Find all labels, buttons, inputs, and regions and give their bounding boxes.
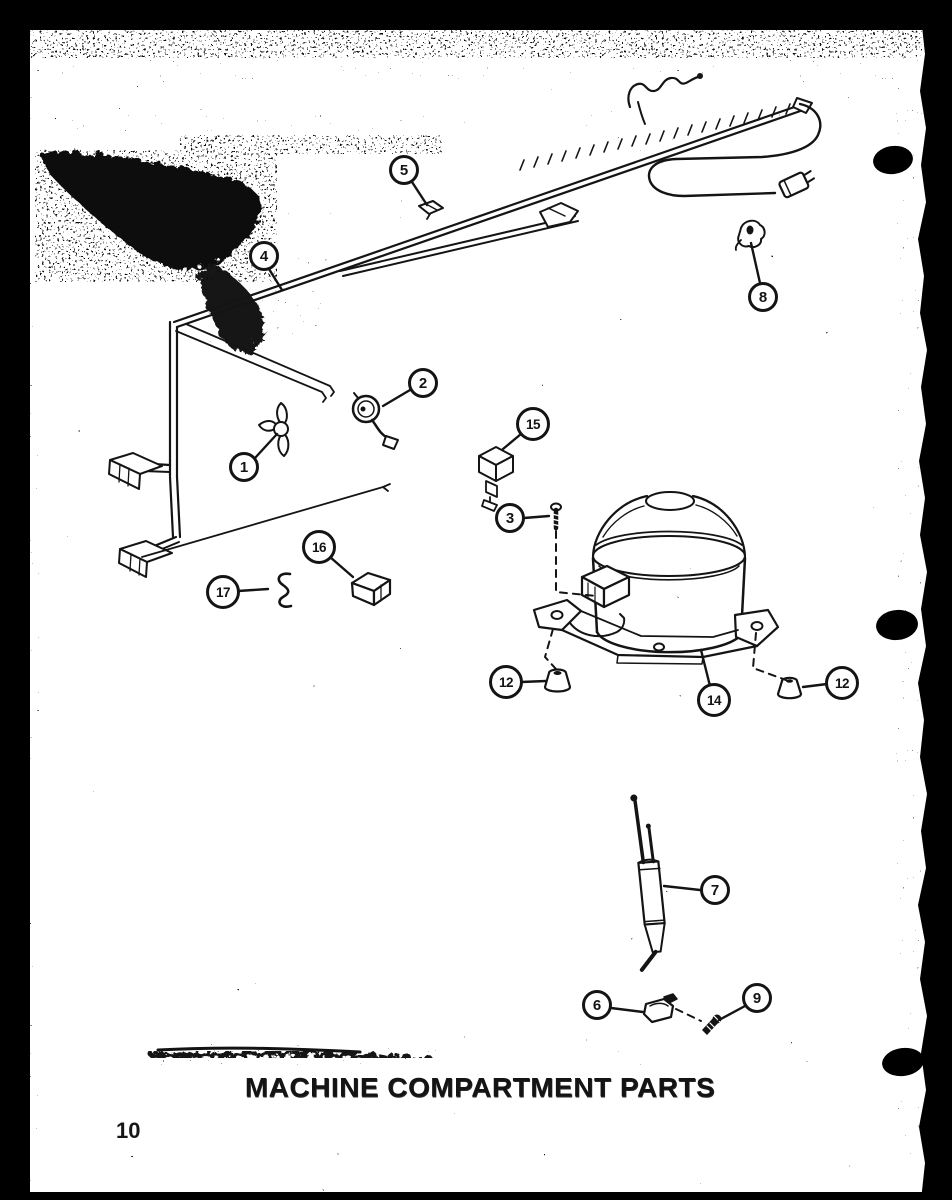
border-left	[0, 0, 30, 1200]
callout-label: 1	[239, 459, 249, 476]
grommet-part12-left	[545, 670, 570, 692]
callout-label: 4	[259, 248, 269, 265]
callout-label: 12	[498, 675, 514, 690]
callout-label: 3	[505, 510, 515, 527]
callout-label: 14	[706, 693, 722, 708]
callout-label: 16	[311, 540, 327, 555]
border-top	[0, 0, 952, 30]
callout-label: 2	[418, 375, 428, 392]
callout-label: 12	[834, 676, 850, 691]
callout-label: 9	[752, 990, 762, 1007]
page-title: MACHINE COMPARTMENT PARTS	[244, 1072, 716, 1103]
page-number: 10	[116, 1118, 141, 1143]
callout-label: 5	[399, 162, 409, 179]
callout-label: 15	[525, 417, 541, 432]
callout-label: 8	[758, 289, 768, 306]
border-bottom	[0, 1192, 952, 1200]
callout-label: 7	[710, 882, 720, 899]
grommet-part12-right	[778, 678, 801, 698]
callout-label: 17	[215, 585, 231, 600]
smudge-line	[145, 1044, 445, 1064]
border-right	[918, 0, 952, 1200]
callout-label: 6	[592, 997, 602, 1014]
